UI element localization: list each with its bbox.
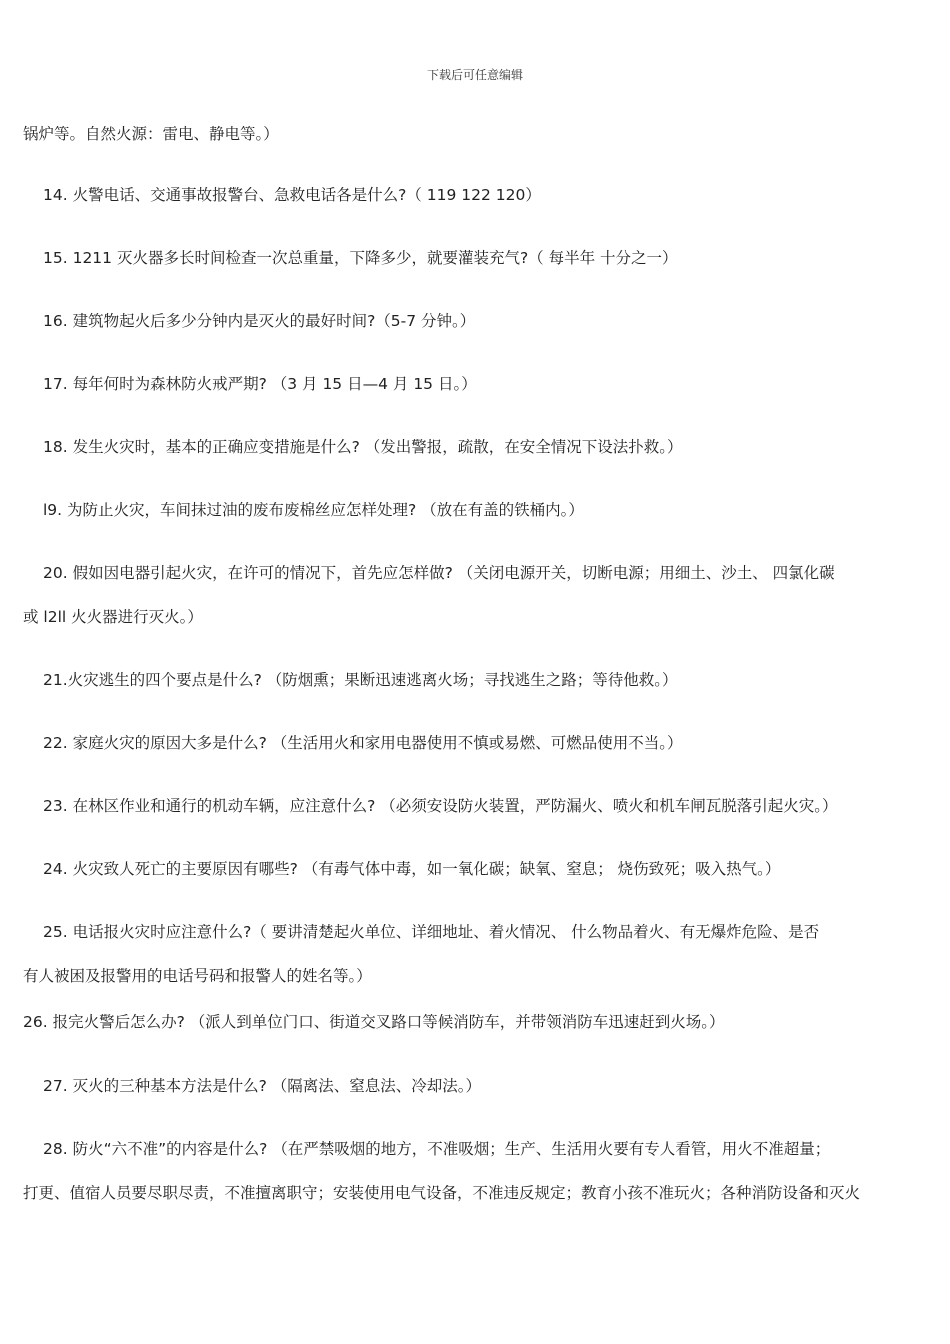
question-22: 22. 家庭火灾的原因大多是什么? （生活用火和家用电器使用不慎或易燃、可燃品使用不当。） [43, 734, 683, 752]
question-17: 17. 每年何时为森林防火戒严期? （3 月 15 日—4 月 15 日。） [43, 375, 477, 393]
question-28-cont: 打更、值宿人员要尽职尽责，不准擅离职守；安装使用电气设备，不准违反规定；教育小孩不准玩火；各种消防设备和灭火 [23, 1184, 861, 1202]
text-line: 锅炉等。自然火源：雷电、静电等。） [23, 125, 279, 143]
question-28: 28. 防火“六不准”的内容是什么? （在严禁吸烟的地方，不准吸烟；生产、生活用火要有专人看管，用火不准超量； [43, 1140, 831, 1158]
question-15: 15. 1211 灭火器多长时间检查一次总重量，下降多少，就要灌装充气?（ 每半年 十分之一） [43, 249, 678, 267]
question-24: 24. 火灾致人死亡的主要原因有哪些? （有毒气体中毒，如一氧化碳；缺氧、窒息； 烧伤致死；吸入热气。） [43, 860, 781, 878]
question-25: 25. 电话报火灾时应注意什么?（ 要讲清楚起火单位、详细地址、着火情况、 什么物品着火、有无爆炸危险、是否 [43, 923, 820, 941]
question-25-cont: 有人被困及报警用的电话号码和报警人的姓名等。） [23, 967, 372, 985]
question-23: 23. 在林区作业和通行的机动车辆，应注意什么? （必须安设防火装置，严防漏火、喷火和机车闸瓦脱落引起火灾。） [43, 797, 838, 815]
question-18: 18. 发生火灾时，基本的正确应变措施是什么? （发出警报，疏散，在安全情况下设法扑救。） [43, 438, 683, 456]
page-header: 下载后可任意编辑 [426, 68, 523, 82]
question-21: 21.火灾逃生的四个要点是什么? （防烟熏；果断迅速逃离火场；寻找逃生之路；等待他救。） [43, 671, 678, 689]
question-26: 26. 报完火警后怎么办? （派人到单位门口、街道交叉路口等候消防车，并带领消防车迅速赶到火场。） [23, 1013, 725, 1031]
question-20: 20. 假如因电器引起火灾，在许可的情况下，首先应怎样做? （关闭电源开关，切断电源；用细土、沙土、 四氯化碳 [43, 564, 835, 582]
question-19: l9. 为防止火灾，车间抹过油的废布废棉丝应怎样处理? （放在有盖的铁桶内。） [43, 501, 584, 519]
question-20-cont: 或 l2ll 火火器进行灭火。） [23, 608, 203, 626]
question-16: 16. 建筑物起火后多少分钟内是灭火的最好时间?（5-7 分钟。） [43, 312, 476, 330]
question-27: 27. 灭火的三种基本方法是什么? （隔离法、窒息法、冷却法。） [43, 1077, 481, 1095]
question-14: 14. 火警电话、交通事故报警台、急救电话各是什么?（ 119 122 120） [43, 186, 541, 204]
